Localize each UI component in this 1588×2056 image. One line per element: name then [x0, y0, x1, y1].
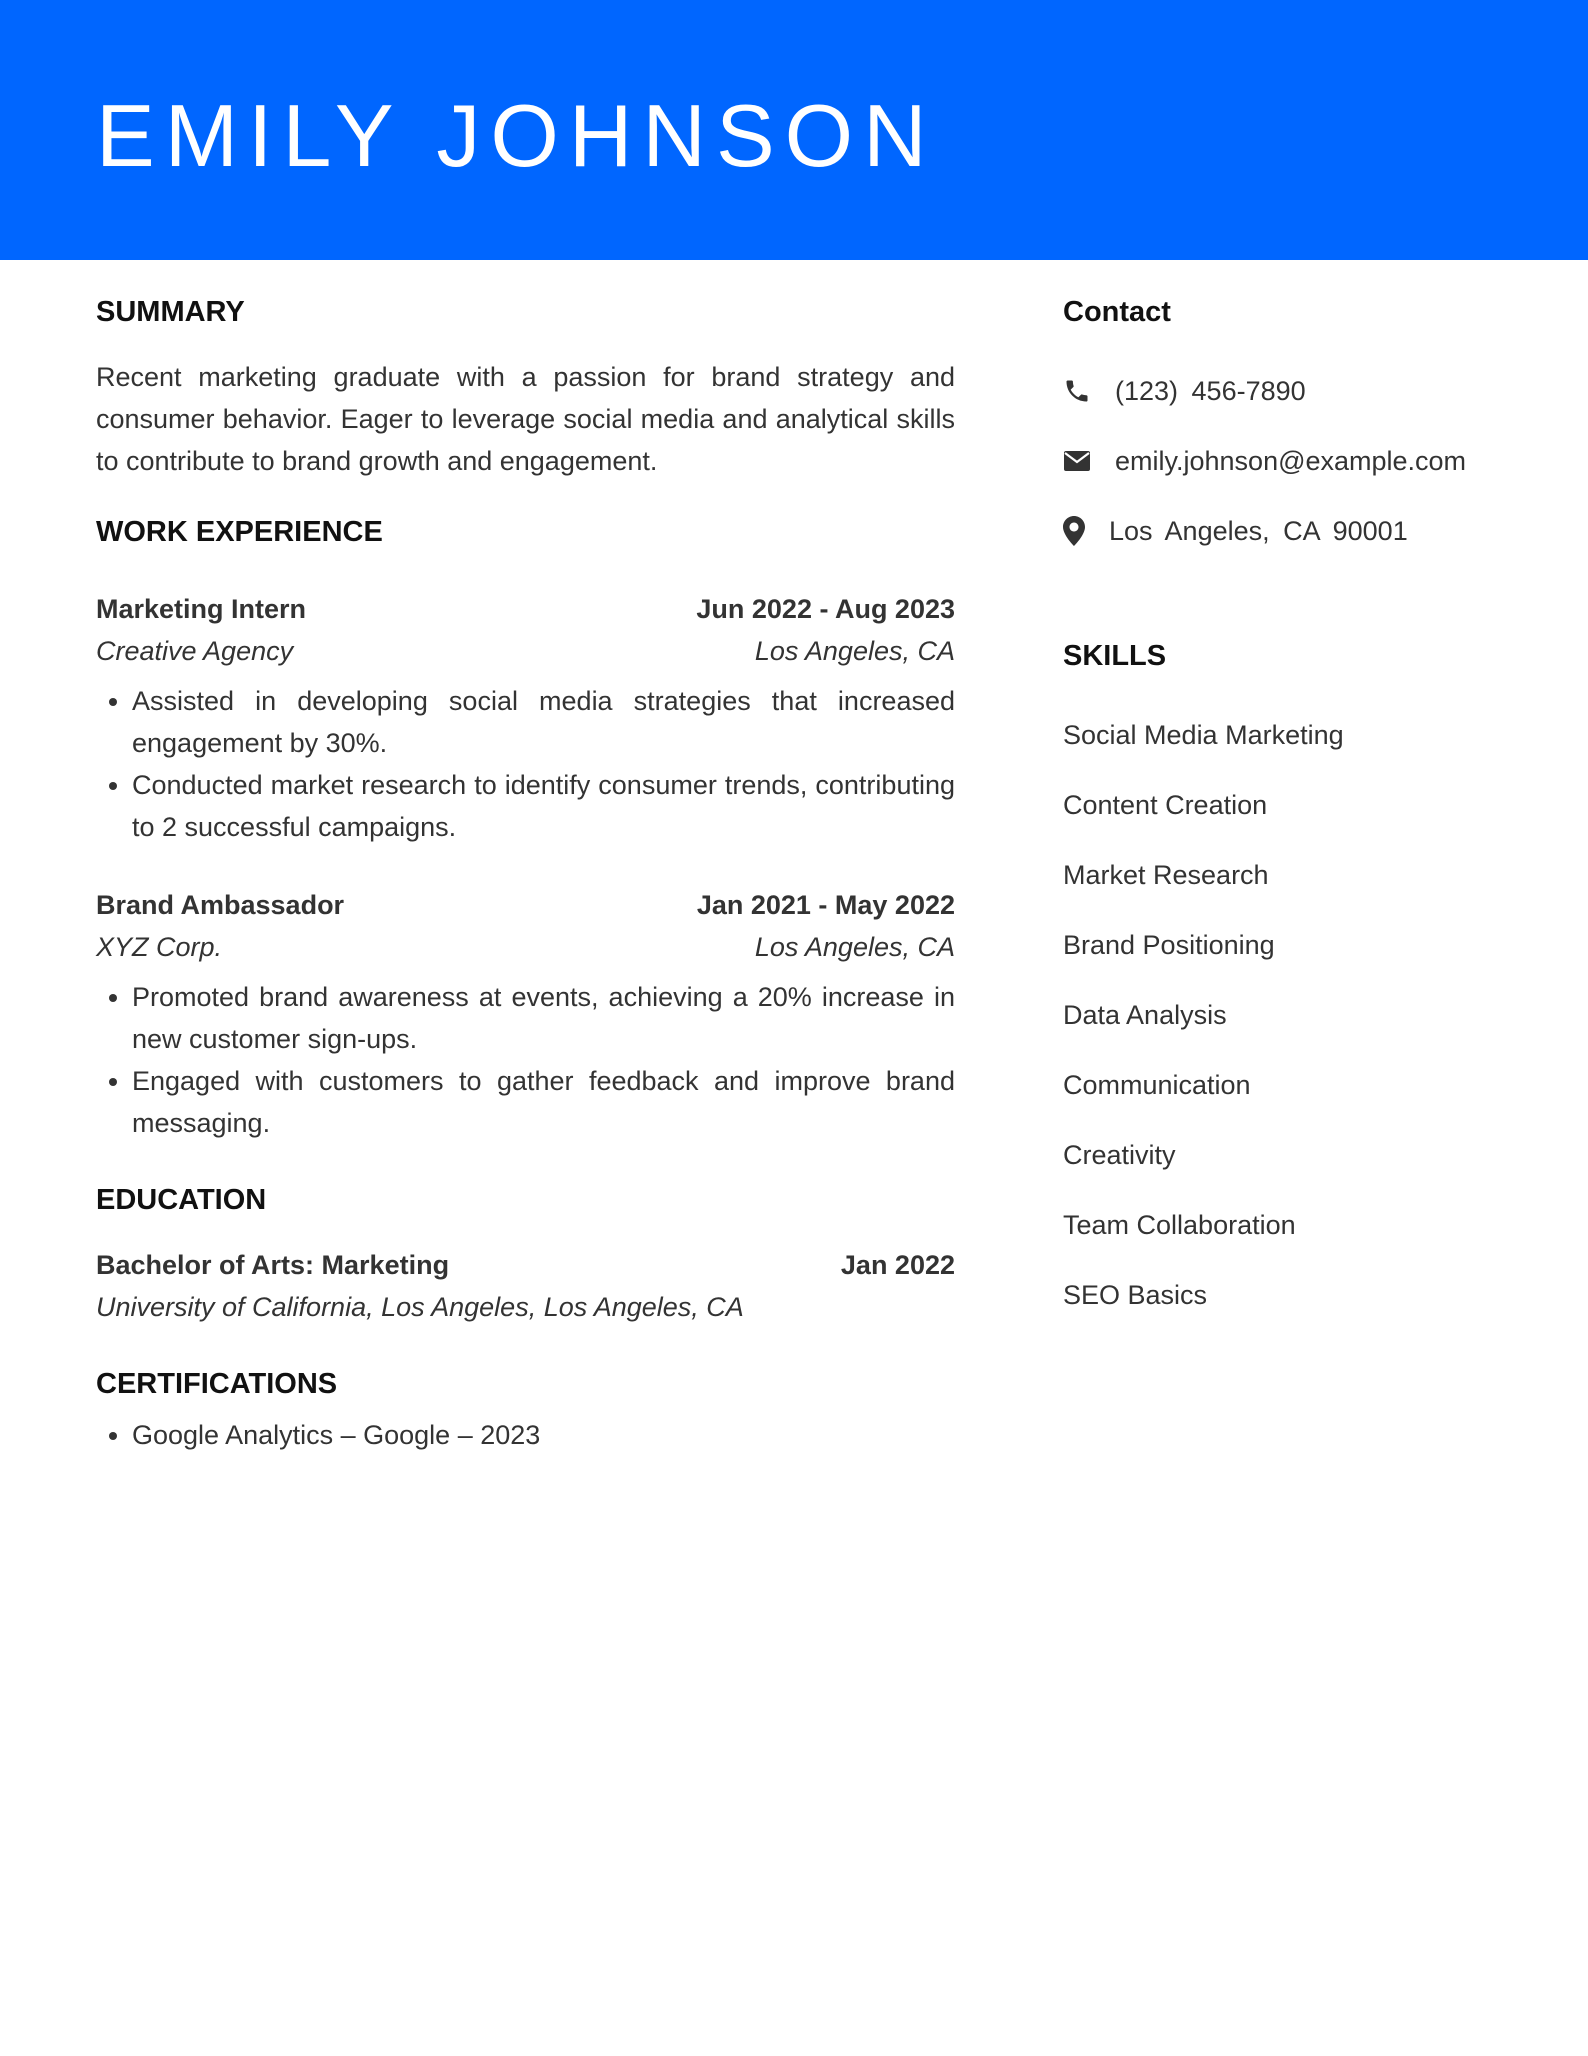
job-bullet: • Engaged with customers to gather feedback and improve brand messaging.	[132, 1060, 955, 1144]
phone-number[interactable]: (123) 456-7890	[1115, 375, 1306, 406]
job-title: Marketing Intern	[96, 594, 307, 624]
education-entry	[96, 1244, 955, 1328]
resume-header	[0, 0, 1588, 260]
envelope-icon	[1063, 445, 1103, 477]
summary-section	[96, 290, 955, 482]
education-section	[96, 1178, 955, 1328]
job-location: Los Angeles, CA	[754, 932, 955, 962]
phone-icon	[1063, 375, 1103, 407]
skills-section	[1063, 634, 1503, 1330]
job-entry	[96, 588, 955, 848]
contact-location	[1063, 496, 1503, 566]
job-dates: Jan 2021 - May 2022	[696, 890, 955, 920]
skill-item: Communication	[1063, 1070, 1251, 1100]
job-company: Creative Agency	[96, 636, 294, 666]
education-heading: EDUCATION	[96, 1184, 267, 1216]
skill-item: Brand Positioning	[1063, 930, 1275, 960]
job-company: XYZ Corp.	[96, 932, 223, 962]
job-location: Los Angeles, CA	[754, 636, 955, 666]
skills-list	[1063, 700, 1503, 1330]
job-bullet: • Conducted market research to identify consumer trends, contributing to 2 successful campaigns.	[132, 764, 955, 848]
certifications-heading: CERTIFICATIONS	[96, 1368, 338, 1400]
work-experience-section	[96, 510, 955, 1144]
skill-item: SEO Basics	[1063, 1280, 1208, 1310]
education-date: Jan 2022	[840, 1250, 955, 1280]
school-name: University of California, Los Angeles, Los Angeles, CA	[96, 1292, 744, 1322]
contact-phone	[1063, 356, 1503, 426]
work-experience-heading: WORK EXPERIENCE	[96, 516, 383, 548]
contact-email	[1063, 426, 1503, 496]
contact-section	[1063, 290, 1503, 566]
contact-heading: Contact	[1063, 296, 1171, 328]
job-bullets	[96, 976, 955, 1144]
main-column	[96, 290, 955, 1456]
skill-item: Data Analysis	[1063, 1000, 1227, 1030]
certifications-section	[96, 1362, 955, 1456]
map-pin-icon	[1063, 515, 1097, 547]
skill-item: Market Research	[1063, 860, 1269, 890]
job-bullets	[96, 680, 955, 848]
skill-item: Creativity	[1063, 1140, 1176, 1170]
job-title: Brand Ambassador	[96, 890, 345, 920]
job-dates: Jun 2022 - Aug 2023	[696, 594, 955, 624]
email-address[interactable]: emily.johnson@example.com	[1115, 445, 1467, 476]
candidate-name: EMILY JOHNSON	[96, 86, 937, 185]
sidebar-column	[1063, 290, 1503, 1330]
skill-item: Social Media Marketing	[1063, 720, 1344, 750]
location-text: Los Angeles, CA 90001	[1109, 515, 1408, 546]
job-entry	[96, 884, 955, 1144]
summary-text: Recent marketing graduate with a passion for brand strategy and consumer behavior. Eager to leverage social media and analytical skills to contribute to brand growth and engagement.	[96, 362, 955, 476]
skill-item: Content Creation	[1063, 790, 1268, 820]
certification-list	[96, 1414, 955, 1456]
contact-list	[1063, 356, 1503, 566]
job-bullet: • Assisted in developing social media strategies that increased engagement by 30%.	[132, 680, 955, 764]
skills-heading: SKILLS	[1063, 640, 1167, 672]
degree-title: Bachelor of Arts: Marketing	[96, 1250, 450, 1280]
certification-item: • Google Analytics – Google – 2023	[132, 1414, 955, 1456]
skill-item: Team Collaboration	[1063, 1210, 1296, 1240]
summary-heading: SUMMARY	[96, 296, 245, 328]
job-bullet: • Promoted brand awareness at events, achieving a 20% increase in new customer sign-ups.	[132, 976, 955, 1060]
